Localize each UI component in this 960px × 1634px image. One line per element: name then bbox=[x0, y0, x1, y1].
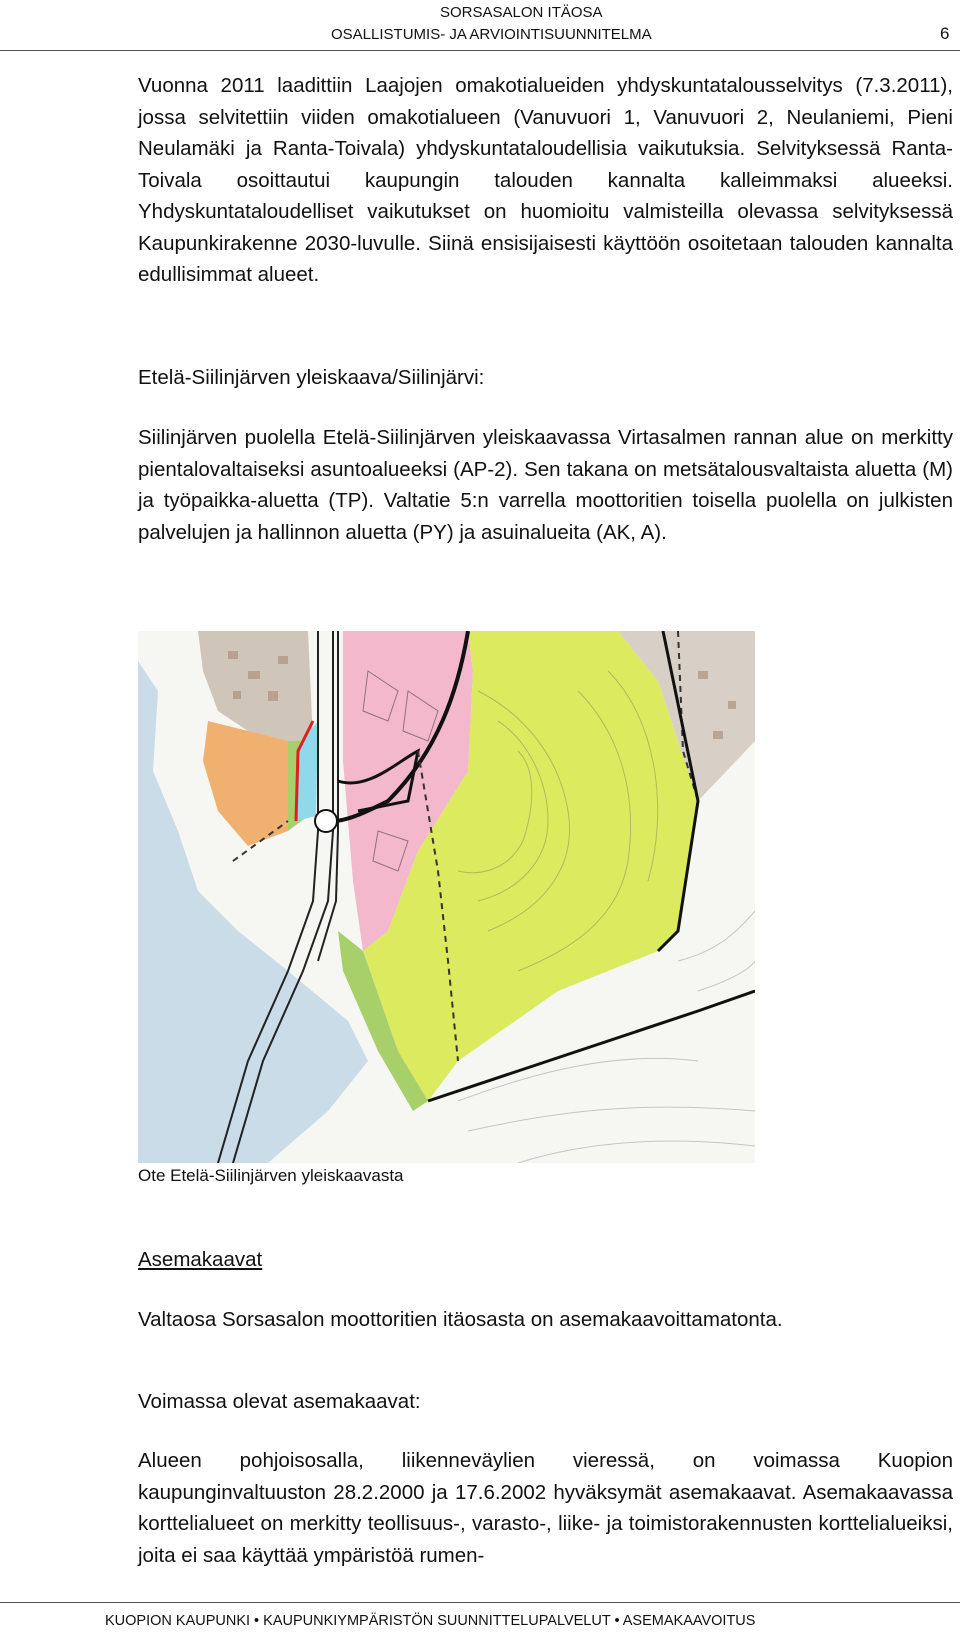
page-number: 6 bbox=[940, 24, 950, 43]
paragraph-unzoned: Valtaosa Sorsasalon moottoritien itäosasta on asemakaavoittamatonta. bbox=[138, 1308, 783, 1331]
master-plan-map-image bbox=[138, 631, 755, 1163]
interchange-marker bbox=[315, 810, 337, 832]
section-heading-valid-plans: Voimassa olevat asemakaavat: bbox=[138, 1390, 421, 1413]
paragraph-economics: Vuonna 2011 laadittiin Laajojen omakotialueiden yhdyskuntatalousselvitys (7.3.2011), jossa selvitettiin viiden omakotialueen (Vanuvuori 1, Vanuvuori 2, Neulaniemi, Pieni Neulamäki ja Ranta-Toivala) yhdyskuntataloudellisia vaikutuksia. Selvityksessä Ranta-Toivala osoittautui kaupungin talouden kannalta kalleimmaksi alueeksi. Yhdyskuntataloudelliset vaikutukset on huomioitu valmisteilla olevassa selvityksessä Kaupunkirakenne 2030-luvulle. Siinä ensisijaisesti käyttöön osoitetaan talouden kannalta edullisimmat alueet. bbox=[138, 74, 953, 286]
page-footer: KUOPION KAUPUNKI • KAUPUNKIYMPÄRISTÖN SUUNNITTELUPALVELUT • ASEMAKAAVOITUS bbox=[105, 1613, 756, 1629]
paragraph-valid-plans: Alueen pohjoisosalla, liikenneväylien vieressä, on voimassa Kuopion kaupunginvaltuuston 28.2.2000 ja 17.6.2002 hyväksymät asemakaavat. Asemakaavassa korttelialueet on merkitty teollisuus-, varasto-, liike- ja toimistorakennusten korttelialueiksi, joita ei saa käyttää ympäristöä rumen- bbox=[138, 1449, 953, 1567]
map-caption: Ote Etelä-Siilinjärven yleiskaavasta bbox=[138, 1166, 404, 1185]
header-divider bbox=[0, 50, 960, 51]
footer-divider bbox=[0, 1602, 960, 1603]
section-heading-asemakaavat: Asemakaavat bbox=[138, 1248, 263, 1271]
header-title: SORSASALON ITÄOSA bbox=[440, 4, 603, 21]
header-subtitle: OSALLISTUMIS- JA ARVIOINTISUUNNITELMA bbox=[331, 26, 652, 43]
paragraph-master-plan: Siilinjärven puolella Etelä-Siilinjärven yleiskaavassa Virtasalmen rannan alue on merkitty pientalovaltaiseksi asuntoalueeksi (AP-2). Sen takana on metsätalousvaltaista aluetta (M) ja työpaikka-aluetta (TP). Valtatie 5:n varrella moottoritien toisella puolella on julkisten palvelujen ja hallinnon aluetta (PY) ja asuinalueita (AK, A). bbox=[138, 426, 953, 544]
section-heading-master-plan: Etelä-Siilinjärven yleiskaava/Siilinjärvi: bbox=[138, 366, 485, 389]
page-header bbox=[0, 0, 960, 52]
